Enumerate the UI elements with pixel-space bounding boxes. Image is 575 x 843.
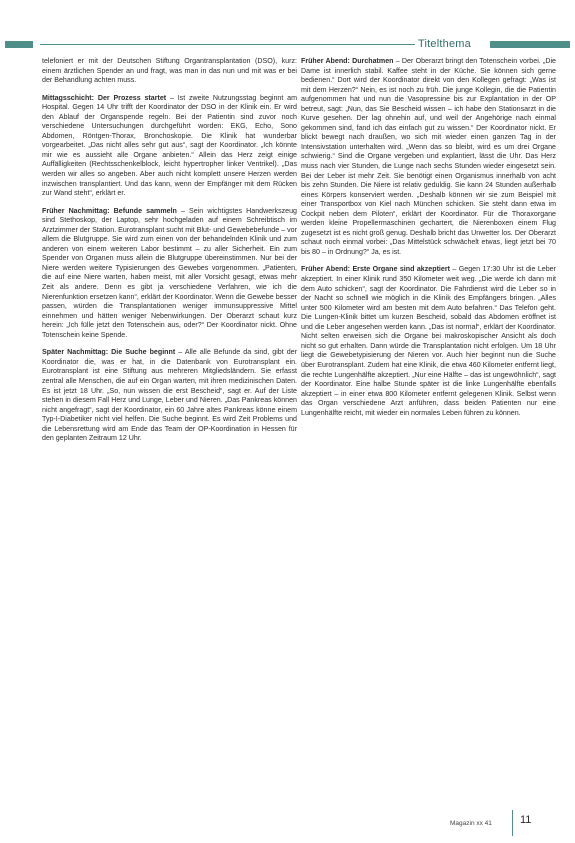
section-heading: Früher Abend: Erste Organe sind akzeptiert: [301, 265, 450, 274]
page-number: 11: [520, 814, 532, 826]
article-section: [301, 57, 556, 257]
article-section: [301, 265, 556, 418]
article-section: [42, 348, 297, 443]
header-accent-bar-right: [490, 41, 570, 48]
article-section: [42, 94, 297, 199]
intro-paragraph: telefoniert er mit der Deutschen Stiftung Organtransplantation (DSO), kurz: einem ärztlichen Spender an und fragt, was man in das nun und mit was er bei der Behandlung achten muss.: [42, 57, 297, 85]
footer-divider: [512, 810, 513, 836]
section-heading: Mittagsschicht: Der Prozess startet: [42, 93, 167, 102]
section-heading: Später Nachmittag: Die Suche beginnt: [42, 348, 176, 357]
section-heading: Früher Nachmittag: Befunde sammeln: [42, 206, 177, 215]
header-accent-bar-left: [5, 41, 33, 48]
section-body: – Alle alle Befunde da sind, gibt der Koordinator die, was er hat, in die Datenbank von Eurotransplant ein. Eurotransplant ist eine Stiftung aus mehreren Mitgliedsländern. Sie erfasst zentral alle Menschen, die auf ein Organ warten, mit ihren medizinischen Daten. Es ist jetzt 18 Uhr. „So, nun wissen die erst Bescheid“, sagt er. Auf der Liste stehen in diesem Fall Herz und Lunge, Leber und Nieren. „Das Pankreas können nicht angefragt“, sagt der Koordinator, ein 60 Jahre altes Pankreas könne einem Typ-I-Diabetiker nicht viel helfen. Die Suche beginnt. Es wird Zeit Problems und die Lebensrettung wird am Ende das Team der OP-Koordination in Hessen für den geplanten Zeitraum 12 Uhr.: [42, 348, 297, 443]
right-column: [301, 57, 556, 426]
section-body: – Ist zweite Nutzungsstag beginnt am Hospital. Gegen 14 Uhr trifft der Koordinator der DSO in der Klinik ein. Er wird den Ablauf der Organspende regeln. Bei der Patientin sind zuvor noch verschiedene Untersuchungen durchgeführt worden: EKG, Echo, Sono Abdomen, Röntgen-Thorax, Bronchoskopie. Die Klinik hat wunderbar vorgearbeitet. „Das nicht alles sehr gut aus“, sagt der Koordinator. „Ich könnte mir wie es aussieht alle Organe anbieten.“ Allein das Herz zeigt einige Auffälligkeiten (Rechtsschenkelblock, leicht hypertropher linker Ventrikel). „Das werden wir alles so angeben. Aber auch nicht komplett unsere Herzen werden inzwischen transplantiert. Und das kann, wenn der Empfänger mit dem Rücken zur Wand steht“, erklärt er.: [42, 93, 297, 198]
left-column: [42, 57, 297, 452]
article-section: [42, 207, 297, 341]
header-rule: [40, 44, 415, 45]
section-body: – Sein wichtigstes Handwerkszeug sind Stethoskop, der Laptop, sehr hochgeladen auf einem Schreibtisch im Arztzimmer der Station. Eurotransplant sucht mit Blut- und Gewebebefunde – vor allem die Blutgruppe. Sie wird zum einen von der behandelnden Klinik und zum anderen von einem weiteren Labor bestimmt – zu aller Sicherheit. Ein zum Spender von Organen muss allein die Blutgruppe übereinstimmen. Nur bei der Niere werden weitere Typisierungen des Gewebes vorgenommen. „Patienten, die auf eine Niere warten, haben meist, mit aller Vorsicht gesagt, etwas mehr Zeit als andere. Denn es gibt ja verschiedene Verfahren, wie ich die Nierenfunktion ersetzen kann“, erklärt der Koordinator. Wenn die Gewebe besser passen, würden die Transplantationen weniger immunsuppressive Mittel einnehmen und hätten weniger Nebenwirkungen. Der Oberarzt schaut kurz herein: „Ich fülle jetzt den Totenschein aus, oder?“ Der Koordinator nickt. Ohne Totenschein keine Spende.: [42, 206, 297, 339]
section-body: – Gegen 17:30 Uhr ist die Leber akzeptiert. In einer Klinik rund 350 Kilometer weit weg. „Die werde ich dann mit dem Auto schicken“, sagt der Koordinator. Die Fahrdienst wird die Leber so in der Nacht so schnell wie möglich in die Klinik des Empfängers bringen. „Alles unter 500 Kilometer wird am besten mit dem Auto befahren.“ Das Telefon geht. Die Lungen-Klinik bittet um kurzen Bescheid, sobald das Abdomen eröffnet ist und die Leber angesehen werden kann. „Das ist normal“, erklärt der Koordinator. Nicht selten erweisen sich die Organe bei makroskopischer Ansicht als doch nicht so gut erhalten. Dann würde die Transplantation nicht erfolgen. Um 18 Uhr liegt die Gewebetypisierung der Nieren vor. Auch hier beginnt nun die Suche über Eurotransplant. Zudem hat eine Klinik, die etwa 460 Kilometer entfernt liegt, die rechte Lungenhälfte akzeptiert. „Nur eine Hälfte – das ist ungewöhnlich“, sagt der Koordinator. Eine halbe Stunde später ist die linke Lungenhälfte ebenfalls akzeptiert – in einer etwa 800 Kilometer entfernt gelegenen Klinik. Selbst wenn das Organ verschiedene Arzt anführen, dass beiden Patienten nur eine Lungenhälfte reicht, mit wieder ein normales Leben führen zu können.: [301, 265, 556, 417]
section-body: – Der Oberarzt bringt den Totenschein vorbei. „Die Dame ist innerlich stabil. Kaffee steht in der Küche. Sie können sich gerne bedienen.“ Dort wird der Koordinator direkt von den Kollegen gefragt: „Was ist mit dem Herzen?“ Nein, es ist noch zu früh. Die junge Kollegin, die die Patientin aufgenommen hat und nun die Vasopressine bis zur Explantation in der OP betreut, sagt: „Nun, das Sie Bescheid wissen – ich habe den Stationsarzt in die Kurve gesehen. Der lag ohnehin auf, und weil der Angehörige nach einmal gekommen sind, fand ich das einfach gut zu wissen.“ Der Koordinator nickt. Er blickt bewegt nach draußen, wo sich mit wieder einen ganzen Tag in der Intensivstation unterhalten wird. „Wenn das so bleibt, wird es um drei Organe schwierig.“ Sind die Organe vergeben und explantiert, lässt die Uhr. Das Herz muss nach vier Stunden, die Lunge nach sechs Stunden wieder eingesetzt sein. Bei der Leber ist mehr Zeit. Sie benötigt einen Organismus innerhalb von acht bis zehn Stunden. Die Niere ist relativ geduldig. Sie kann 24 Stunden außerhalb eines Körpers konserviert werden. „Deshalb können wir sie zum Beispiel mit einer Transportbox von Kiel nach München schicken. Sie steht dann etwa im Cockpit neben dem Piloten“, erklärt der Koordinator. Für die Thoraxorgane werden kleine Propellermaschinen gechartert, die Nierenboxen einem Flug zugesetzt ist es nicht groß genug. Deshalb bricht das Unwetter los. Der Oberarzt schaut noch einmal vorbei: „Das Mittelstück schwächelt etwas, liegt jetzt bei 70 bis 80 – in Ordnung?“ Ja, es ist.: [301, 57, 556, 256]
section-title: Titelthema: [418, 38, 471, 50]
footer-magazine-name: Magazin xx 41: [450, 820, 492, 827]
section-heading: Früher Abend: Durchatmen: [301, 57, 394, 65]
